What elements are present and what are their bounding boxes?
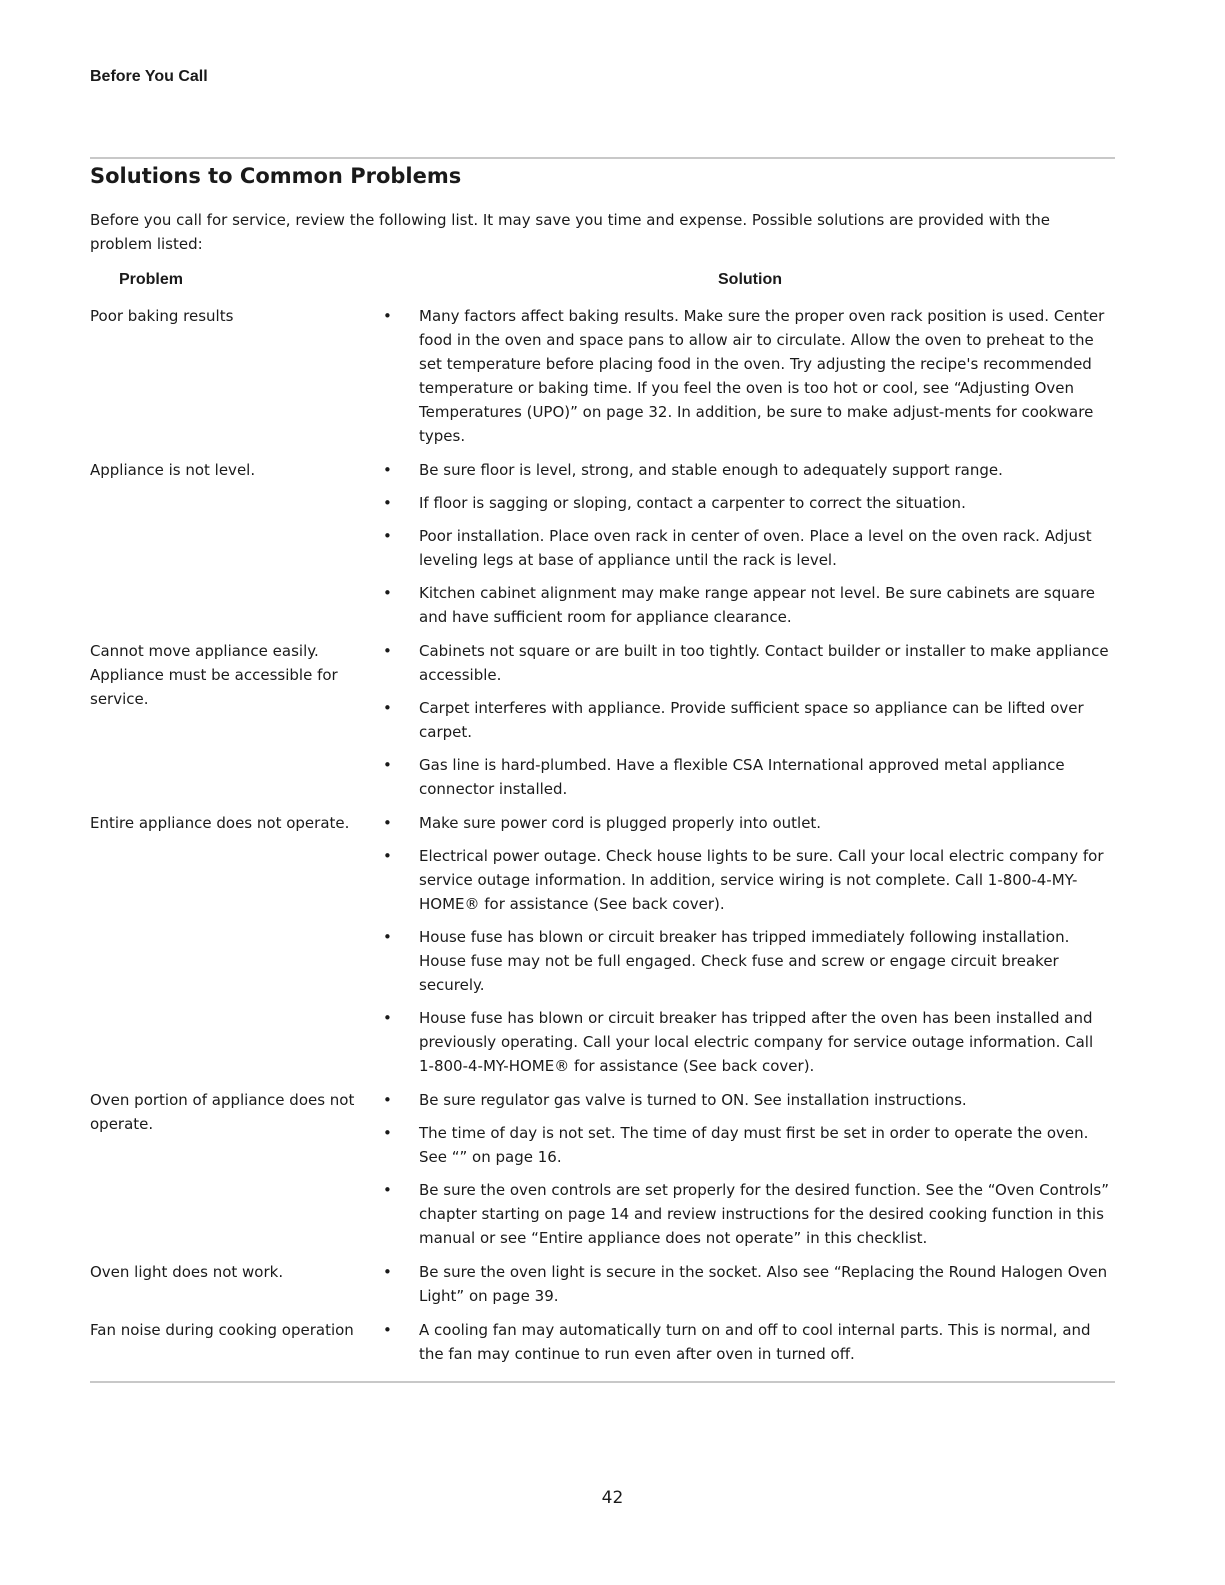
- solution-item: [380, 491, 1110, 515]
- solution-text: Be sure regulator gas valve is turned to ON. See installation instructions.: [419, 1091, 967, 1109]
- table-row: [90, 1088, 1110, 1250]
- bullet-icon: •: [383, 527, 392, 545]
- section-title: Solutions to Common Problems: [90, 164, 462, 188]
- solution-item: [380, 696, 1110, 744]
- solution-list: [380, 458, 1110, 629]
- solution-item: [380, 925, 1110, 997]
- solution-list: [380, 1318, 1110, 1366]
- solution-text: Kitchen cabinet alignment may make range appear not level. Be sure cabinets are square and have sufficient room for appliance clearance.: [419, 584, 1096, 626]
- bullet-icon: •: [383, 1181, 392, 1199]
- solution-item: [380, 304, 1110, 448]
- problem-cell: Appliance is not level.: [90, 461, 256, 479]
- solution-text: House fuse has blown or circuit breaker has tripped immediately following installation. House fuse may not be full engaged. Check fuse and screw or engage circuit breaker securely.: [419, 928, 1070, 994]
- solution-item: [380, 581, 1110, 629]
- bullet-icon: •: [383, 756, 392, 774]
- bullet-icon: •: [383, 699, 392, 717]
- solution-text: Make sure power cord is plugged properly into outlet.: [419, 814, 822, 832]
- solution-text: Be sure floor is level, strong, and stable enough to adequately support range.: [419, 461, 1003, 479]
- solution-text: The time of day is not set. The time of day must first be set in order to operate the oven. See “” on page 16.: [419, 1124, 1089, 1166]
- solution-item: [380, 639, 1110, 687]
- bullet-icon: •: [383, 1124, 392, 1142]
- bullet-icon: •: [383, 1263, 392, 1281]
- solution-header-label: Solution: [718, 271, 782, 288]
- bullet-icon: •: [383, 642, 392, 660]
- bullet-icon: •: [383, 584, 392, 602]
- top-divider: [90, 157, 1115, 159]
- bullet-icon: •: [383, 494, 392, 512]
- problem-cell: Entire appliance does not operate.: [90, 814, 350, 832]
- solution-text: A cooling fan may automatically turn on and off to cool internal parts. This is normal, and the fan may continue to run even after oven in turned off.: [419, 1321, 1091, 1363]
- bullet-icon: •: [383, 1091, 392, 1109]
- bullet-icon: •: [383, 928, 392, 946]
- table-row: [90, 458, 1110, 629]
- solution-item: [380, 1121, 1110, 1169]
- table-row: [90, 639, 1110, 801]
- solution-item: [380, 811, 1110, 835]
- problem-column-header: [90, 268, 440, 292]
- solution-item: [380, 1260, 1110, 1308]
- solution-item: [380, 1006, 1110, 1078]
- problem-cell: Poor baking results: [90, 307, 234, 325]
- solution-list: [380, 1088, 1110, 1250]
- solution-text: House fuse has blown or circuit breaker has tripped after the oven has been installed and previously operating. Call your local electric company for service outage information. Call 1-800-4-MY-HOME® for assistance (See back cover).: [419, 1009, 1094, 1075]
- solution-column-header: [400, 268, 1100, 292]
- solution-list: [380, 1260, 1110, 1308]
- problem-cell: Cannot move appliance easily. Appliance must be accessible for service.: [90, 642, 338, 708]
- solution-item: [380, 524, 1110, 572]
- problem-header-label: Problem: [118, 271, 183, 288]
- solution-text: Gas line is hard-plumbed. Have a flexible CSA International approved metal appliance connector installed.: [419, 756, 1065, 798]
- problem-cell: Fan noise during cooking operation: [90, 1321, 354, 1339]
- table-row: [90, 1260, 1110, 1308]
- bullet-icon: •: [383, 847, 392, 865]
- solution-text: Be sure the oven light is secure in the socket. Also see “Replacing the Round Halogen Oven Light” on page 39.: [419, 1263, 1108, 1305]
- solution-item: [380, 1088, 1110, 1112]
- problem-cell: Oven light does not work.: [90, 1263, 284, 1281]
- bullet-icon: •: [383, 814, 392, 832]
- table-row: [90, 304, 1110, 448]
- solution-text: Cabinets not square or are built in too tightly. Contact builder or installer to make appliance accessible.: [419, 642, 1109, 684]
- solution-text: Carpet interferes with appliance. Provide sufficient space so appliance can be lifted over carpet.: [419, 699, 1084, 741]
- bullet-icon: •: [383, 1321, 392, 1339]
- intro-paragraph: Before you call for service, review the following list. It may save you time and expense. Possible solutions are provided with the problem listed:: [90, 211, 1050, 253]
- solution-text: Poor installation. Place oven rack in center of oven. Place a level on the oven rack. Adjust leveling legs at base of appliance until the rack is level.: [419, 527, 1092, 569]
- bottom-divider: [90, 1381, 1115, 1383]
- solution-text: Electrical power outage. Check house lights to be sure. Call your local electric company for service outage information. In addition, service wiring is not complete. Call 1-800-4-MY-HOME® for assistance (See back cover).: [419, 847, 1104, 913]
- solution-text: Be sure the oven controls are set properly for the desired function. See the “Oven Controls” chapter starting on page 14 and review instructions for the desired cooking function in this manual or see “Entire appliance does not operate” in this checklist.: [419, 1181, 1109, 1247]
- solution-item: [380, 753, 1110, 801]
- solution-item: [380, 1178, 1110, 1250]
- troubleshooting-table: [90, 304, 1110, 1376]
- table-row: [90, 811, 1110, 1078]
- solution-item: [380, 1318, 1110, 1366]
- bullet-icon: •: [383, 307, 392, 325]
- solution-text: Many factors affect baking results. Make sure the proper oven rack position is used. Center food in the oven and space pans to allow air to circulate. Allow the oven to preheat to the set temperature before placing food in the oven. Try adjusting the recipe's recommended temperature or baking time. If you feel the oven is too hot or cool, see “Adjusting Oven Temperatures (UPO)” on page 32. In addition, be sure to make adjust-ments for cookware types.: [419, 307, 1105, 445]
- table-row: [90, 1318, 1110, 1366]
- solution-list: [380, 639, 1110, 801]
- solution-item: [380, 844, 1110, 916]
- solution-text: If floor is sagging or sloping, contact a carpenter to correct the situation.: [419, 494, 966, 512]
- solution-list: [380, 811, 1110, 1078]
- bullet-icon: •: [383, 1009, 392, 1027]
- solution-list: [380, 304, 1110, 448]
- bullet-icon: •: [383, 461, 392, 479]
- problem-cell: Oven portion of appliance does not operate.: [90, 1091, 355, 1133]
- solution-item: [380, 458, 1110, 482]
- running-head: Before You Call: [90, 68, 208, 85]
- page-number: 42: [601, 1488, 624, 1508]
